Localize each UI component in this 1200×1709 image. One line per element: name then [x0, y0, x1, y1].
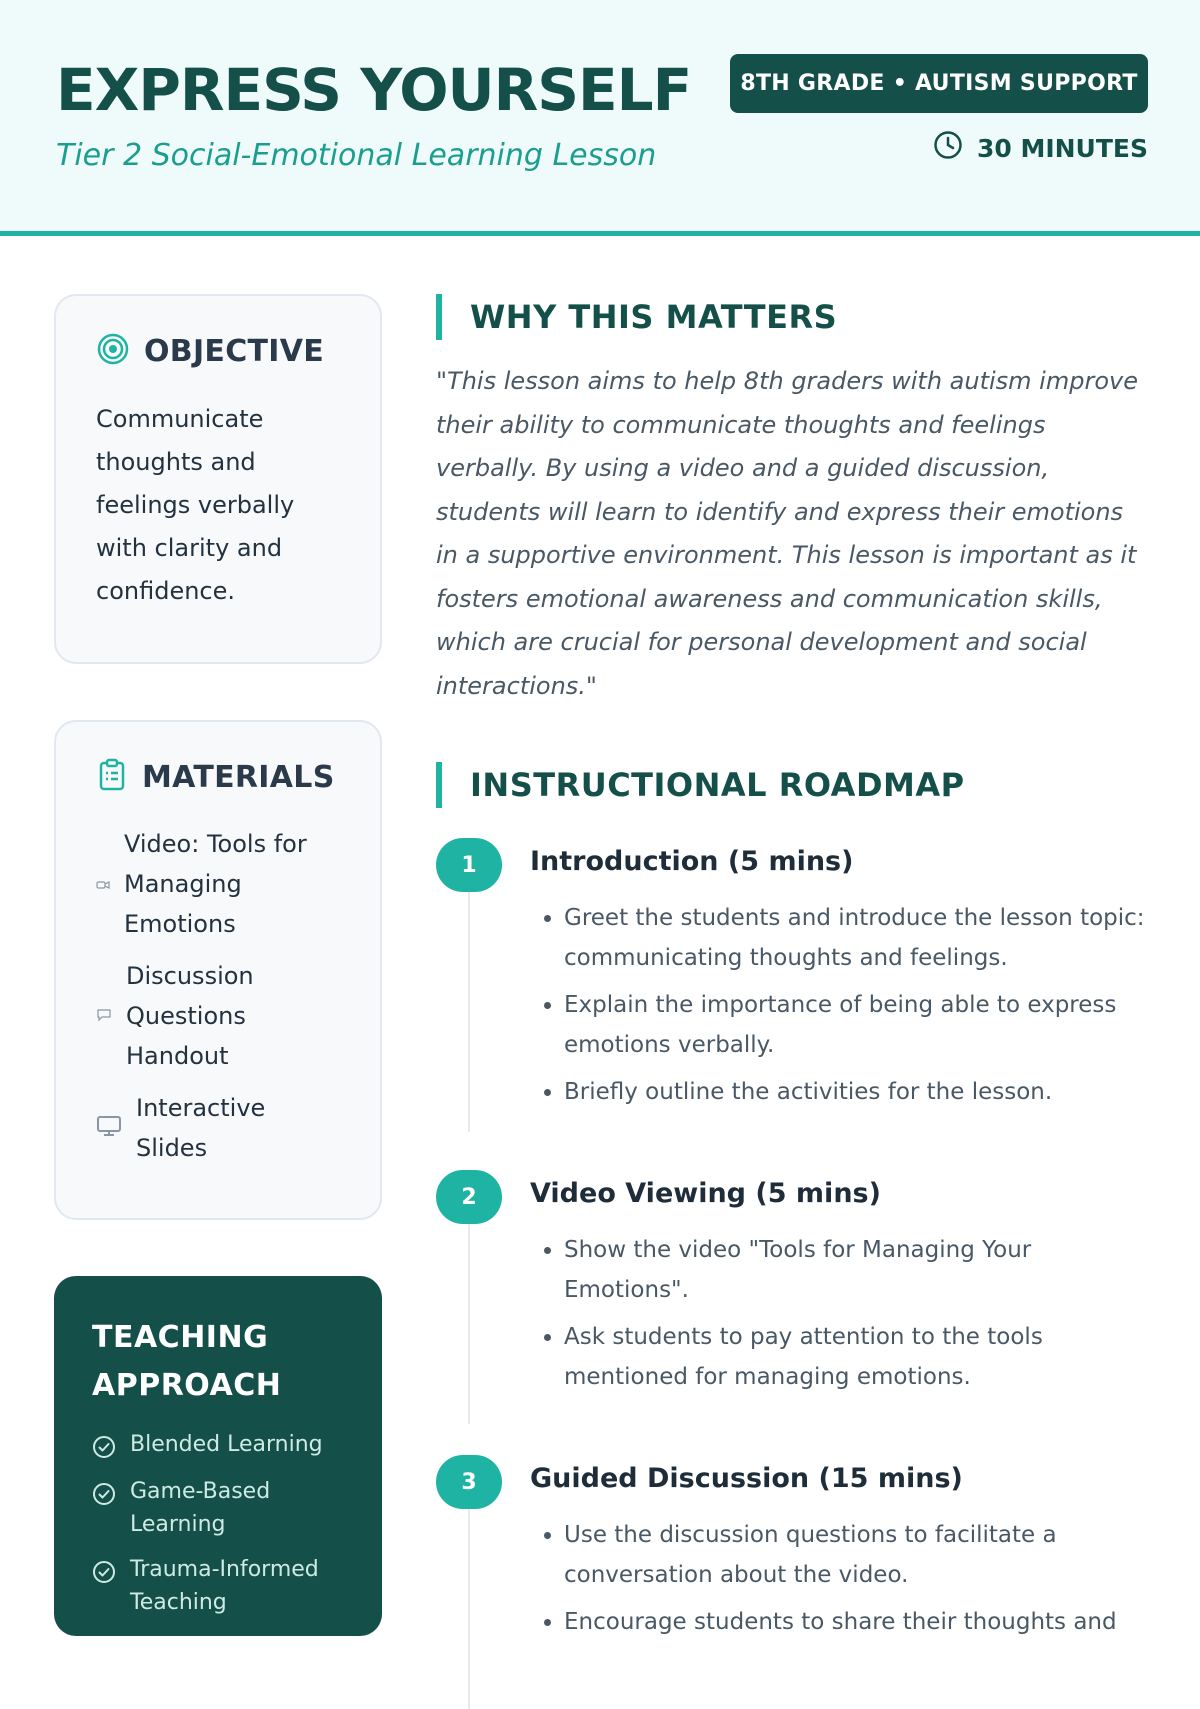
step-number: 3: [436, 1455, 502, 1509]
step-number: 2: [436, 1170, 502, 1224]
step-bullets: [530, 1230, 1146, 1397]
roadmap-step: [436, 844, 1146, 1112]
step-connector: [468, 1509, 470, 1709]
main-content: [436, 294, 1146, 1682]
teaching-approach-card: [54, 1276, 382, 1636]
objective-text: Communicate thoughts and feelings verbally with clarity and confidence.: [96, 405, 295, 605]
monitor-icon: [96, 1114, 122, 1142]
step-bullet: • Greet the students and introduce the lesson topic: communicating thoughts and feelings.: [564, 898, 1146, 978]
approach-label: Blended Learning: [130, 1432, 323, 1457]
check-circle-icon: [92, 1475, 116, 1510]
step-connector: [468, 1224, 470, 1424]
clipboard-icon: [96, 758, 128, 796]
objective-heading: OBJECTIVE: [144, 333, 325, 369]
material-item: [96, 824, 340, 944]
step-number: 1: [436, 838, 502, 892]
approach-item: [92, 1553, 344, 1619]
step-bullet: • Briefly outline the activities for the lesson.: [564, 1072, 1146, 1112]
step-bullets: [530, 1515, 1146, 1642]
video-icon: [96, 875, 110, 894]
materials-card: [54, 720, 382, 1220]
approach-list: [92, 1428, 344, 1619]
grade-badge: 8TH GRADE • AUTISM SUPPORT: [730, 54, 1148, 113]
step-title: Introduction (5 mins): [530, 846, 854, 877]
check-circle-icon: [92, 1553, 116, 1588]
approach-label: Trauma-Informed Teaching: [130, 1557, 319, 1615]
duration-label: 30 MINUTES: [976, 133, 1148, 163]
roadmap-step: [436, 1461, 1146, 1642]
step-bullet: • Explain the importance of being able to express emotions verbally.: [564, 985, 1146, 1065]
why-heading: WHY THIS MATTERS: [470, 298, 838, 336]
lesson-title: EXPRESS YOURSELF: [56, 56, 692, 124]
step-bullet: • Ask students to pay attention to the tools mentioned for managing emotions.: [564, 1317, 1146, 1397]
materials-heading: MATERIALS: [142, 759, 335, 795]
roadmap-step: [436, 1176, 1146, 1397]
approach-item: [92, 1428, 344, 1463]
material-label: Video: Tools for Managing Emotions: [124, 830, 307, 938]
roadmap-heading: INSTRUCTIONAL ROADMAP: [470, 766, 965, 804]
approach-item: [92, 1475, 344, 1541]
lesson-header: [0, 0, 1200, 236]
material-label: Discussion Questions Handout: [126, 962, 254, 1070]
step-bullets: [530, 898, 1146, 1112]
duration-indicator: [933, 128, 1148, 168]
step-connector: [468, 892, 470, 1132]
speech-bubble-icon: [96, 1007, 112, 1026]
why-text: "This lesson aims to help 8th graders with autism improve their ability to communicate thoughts and feelings verbally. By using a video and a guided discussion, students will learn to identify and express their emotions in a supportive environment. This lesson is important as it fosters emotional awareness and communication skills, which are crucial for personal development and social interactions.": [436, 367, 1138, 700]
roadmap-section-header: [436, 762, 1146, 808]
step-title: Guided Discussion (15 mins): [530, 1463, 963, 1494]
step-bullet: • Show the video "Tools for Managing Your Emotions".: [564, 1230, 1146, 1310]
approach-heading: TEACHING APPROACH: [92, 1320, 282, 1403]
check-circle-icon: [92, 1428, 116, 1463]
approach-label: Game-Based Learning: [130, 1479, 271, 1537]
target-icon: [96, 332, 130, 370]
clock-icon: [933, 130, 963, 166]
step-bullet: • Use the discussion questions to facilitate a conversation about the video.: [564, 1515, 1146, 1595]
step-bullet: • Encourage students to share their thoughts and: [564, 1602, 1146, 1642]
material-item: [96, 956, 340, 1076]
sidebar: [54, 294, 382, 1636]
lesson-subtitle: Tier 2 Social-Emotional Learning Lesson: [56, 138, 657, 173]
why-section-header: [436, 294, 1146, 340]
material-label: Interactive Slides: [136, 1094, 266, 1162]
step-title: Video Viewing (5 mins): [530, 1178, 881, 1209]
materials-list: [96, 824, 340, 1168]
material-item: [96, 1088, 340, 1168]
objective-card: [54, 294, 382, 664]
